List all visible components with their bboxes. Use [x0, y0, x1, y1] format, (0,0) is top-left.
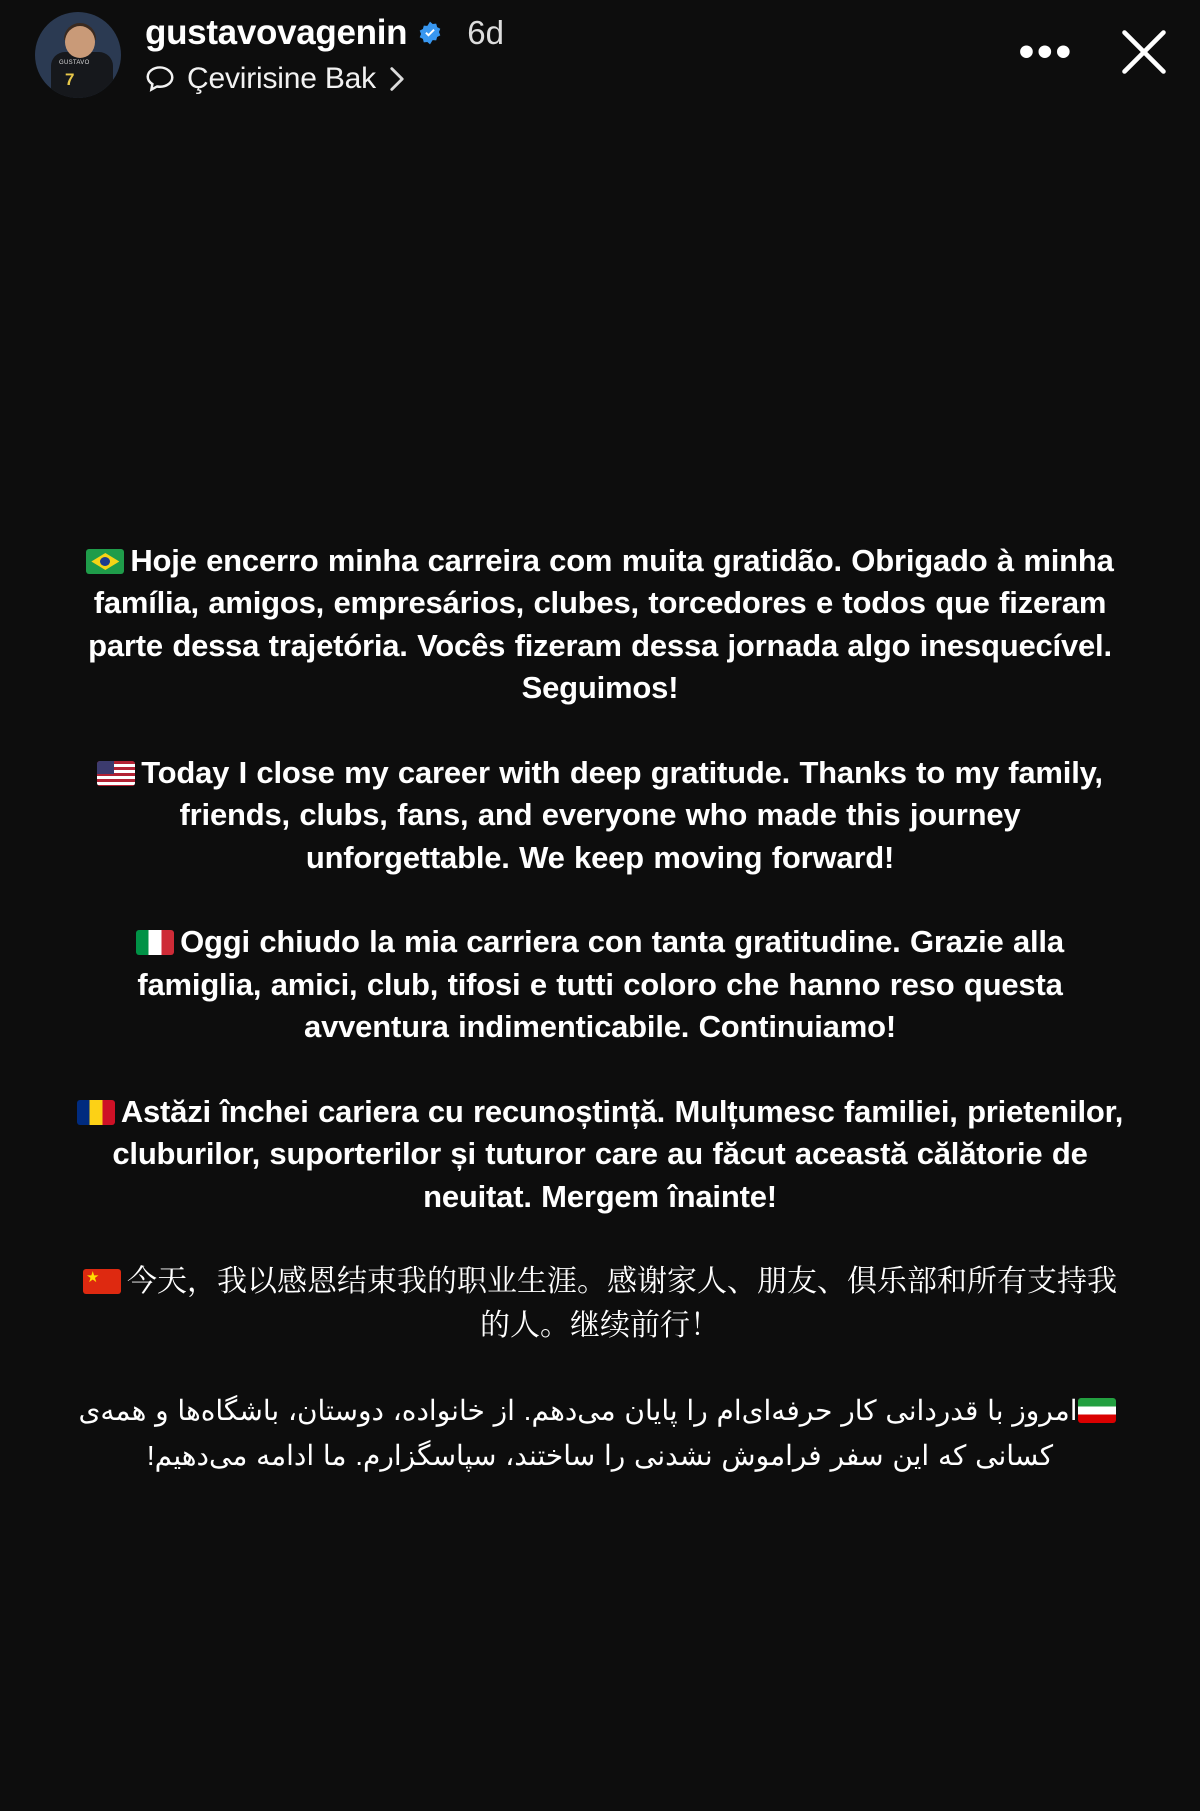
- close-x-icon[interactable]: [1118, 26, 1170, 78]
- caption-text-it: Oggi chiudo la mia carriera con tanta gratitudine. Grazie alla famiglia, amici, club, tifosi e tutti coloro che hanno reso questa avventura indimenticabile. Continuiamo!: [137, 924, 1064, 1045]
- timestamp-label: 6d: [467, 14, 504, 52]
- story-header-actions: [1019, 12, 1170, 78]
- avatar-head: [65, 26, 95, 58]
- caption-paragraph-fa: [75, 1389, 1125, 1479]
- romania-flag-icon: [77, 1100, 115, 1125]
- iran-flag-icon: [1078, 1398, 1116, 1423]
- china-flag-icon: [83, 1269, 121, 1294]
- avatar[interactable]: [35, 12, 121, 98]
- caption-text-fa: امروز با قدردانی کار حرفه‌ای‌ام را پایان می‌دهم. از خانواده، دوستان، باشگاه‌ها و همه‌ی کسانی که این سفر فراموش نشدنی را ساختند، سپاسگزارم. ما ادامه می‌دهیم!: [78, 1395, 1078, 1471]
- caption-text-zh: 今天，我以感恩结束我的职业生涯。感谢家人、朋友、俱乐部和所有支持我的人。继续前行！: [127, 1265, 1117, 1342]
- usa-flag-icon: [97, 761, 135, 786]
- caption-text-pt: Hoje encerro minha carreira com muita gratidão. Obrigado à minha família, amigos, empresários, clubes, torcedores e todos que fizeram parte dessa trajetória. Vocês fizeram dessa jornada algo inesquecível. Seguimos!: [88, 543, 1114, 706]
- more-options-icon[interactable]: •••: [1018, 27, 1074, 76]
- brazil-flag-icon: [86, 549, 124, 574]
- story-header: [0, 0, 1200, 130]
- caption-paragraph-it: [75, 921, 1125, 1048]
- caption-paragraph-zh: [75, 1260, 1125, 1347]
- italy-flag-icon: [136, 930, 174, 955]
- avatar-jersey-number: 7: [65, 70, 75, 89]
- avatar-jersey: [51, 52, 113, 98]
- caption-paragraph-pt: [75, 540, 1125, 710]
- caption-text-en: Today I close my career with deep gratitude. Thanks to my family, friends, clubs, fans, and everyone who made this journey unforgettable. We keep moving forward!: [141, 754, 1103, 875]
- story-header-info: [145, 12, 1019, 96]
- story-caption: [0, 540, 1200, 1479]
- caption-paragraph-ro: [75, 1091, 1125, 1218]
- username-label[interactable]: gustavovagenin: [145, 13, 408, 52]
- see-translation-button[interactable]: [145, 62, 1019, 96]
- caption-text-ro: Astăzi închei cariera cu recunoștință. Mulțumesc familiei, prietenilor, cluburilor, suporterilor și tuturor care au făcut această călătorie de neuitat. Mergem înainte!: [112, 1093, 1124, 1214]
- avatar-jersey-text: GUSTAVO: [59, 60, 90, 66]
- chevron-right-icon: [388, 66, 406, 92]
- see-translation-label: Çevirisine Bak: [187, 61, 376, 95]
- caption-paragraph-en: [75, 752, 1125, 879]
- verified-badge-icon: [417, 20, 443, 46]
- story-header-line-1: [145, 14, 1019, 53]
- speech-bubble-icon: [145, 65, 175, 92]
